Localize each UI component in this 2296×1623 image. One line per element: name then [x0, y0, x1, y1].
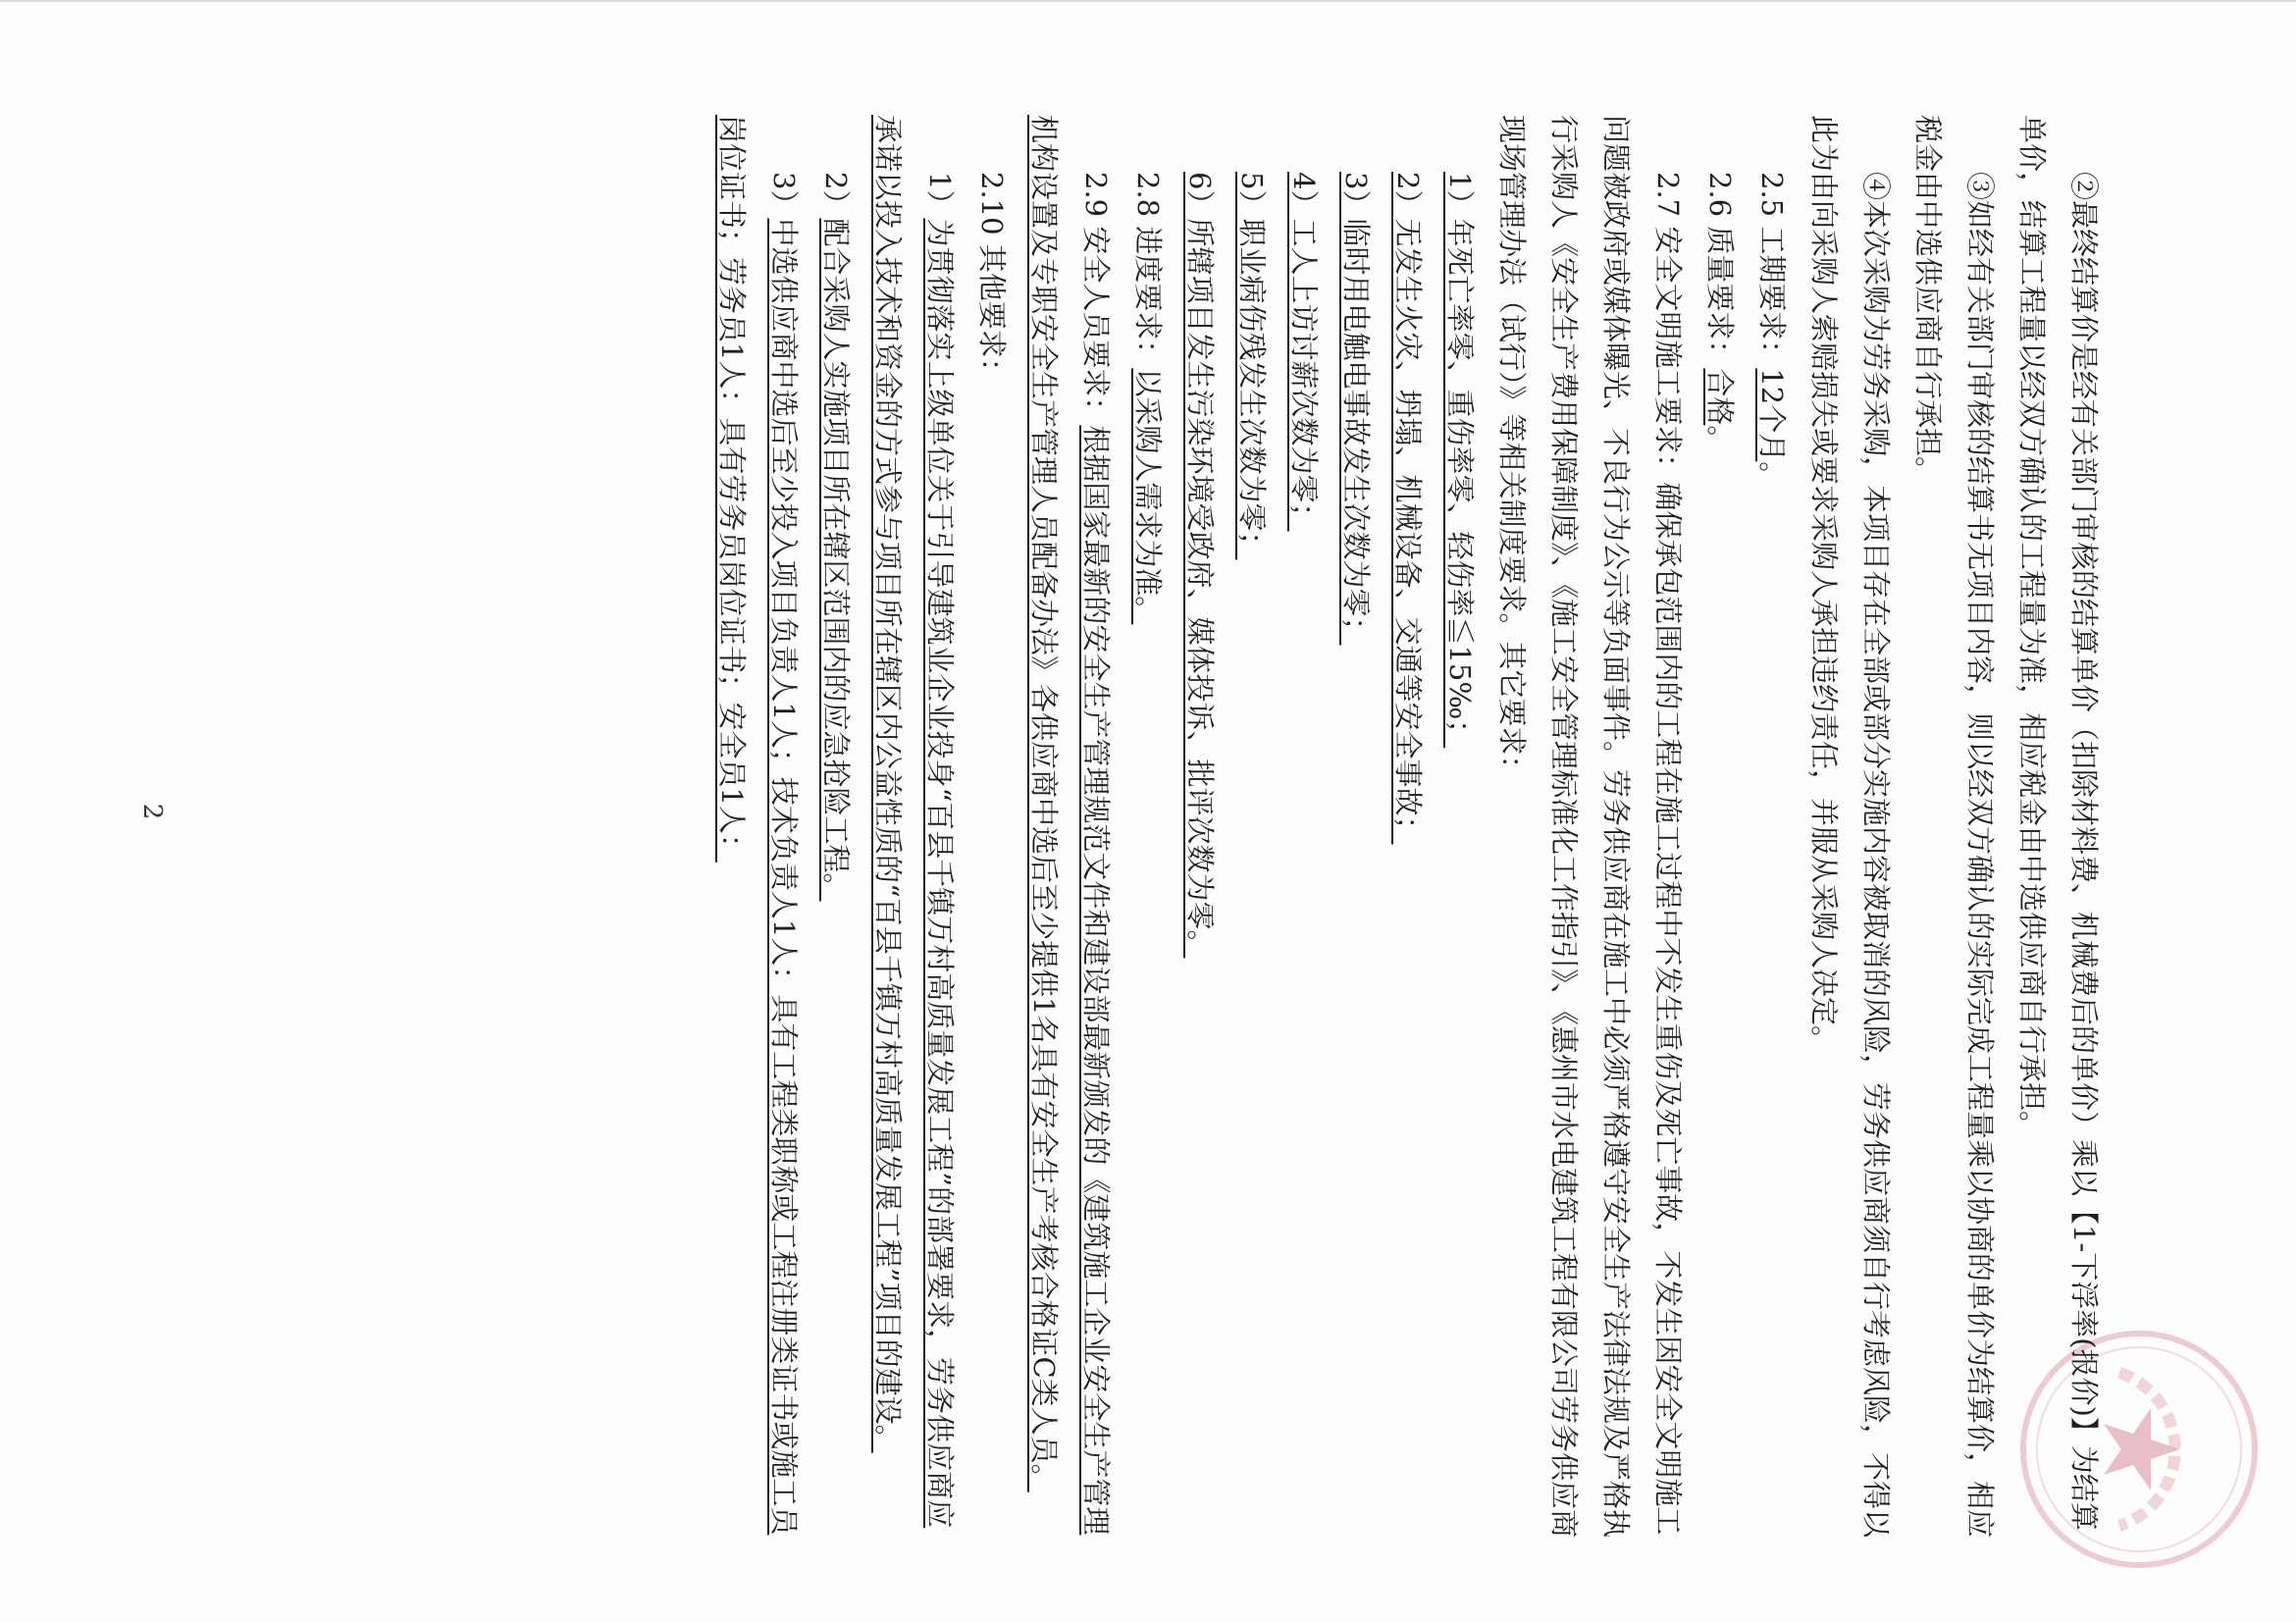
underlined-text-run: 12个月 [1755, 368, 1789, 462]
paragraph-p15 [965, 115, 1018, 1538]
text-run: 2.10 其他要求： [975, 172, 1009, 387]
paragraph-p14 [1018, 115, 1122, 1538]
text-run: ③如经有关部门审核的结算书无项目内容，则以经双方确认的实际完成工程量乘以协商的单价为结算价，相应税金由中选供应商自行承担。 [1911, 115, 1997, 1539]
underlined-text-run: 根据国家最新的安全生产管理规范文件和建设部最新颁发的《建筑施工企业安全生产管理机构设置及专职安全生产管理人员配备办法》各供应商中选后至少提供1名具有安全生产考核合格证C类人员。 [1027, 115, 1113, 1536]
underlined-text-run: 2）无发生火灾、坍塌、机械设备、交通等安全事故； [1391, 172, 1425, 845]
page-number: 2 [137, 803, 167, 820]
paragraph-p5 [1694, 115, 1746, 1538]
text-run: 2.9 安全人员要求： [1079, 172, 1113, 426]
text-run: 3） [767, 172, 801, 219]
rotated-page-content [20, 46, 2276, 1577]
paragraph-p4 [1746, 115, 1798, 1538]
text-run: 。 [1755, 461, 1789, 491]
underlined-text-run: 中选供应商中选后至少投入项目负责人1人；技术负责人1人：具有工程类职称或工程注册类证书或施工员岗位证书；劳务员1人：具有劳务员岗位证书；安全员1人： [715, 115, 801, 1536]
paragraph-p7 [1434, 115, 1486, 1538]
paragraph-p17 [809, 115, 861, 1538]
text-run: 2.5 工期要求： [1755, 172, 1789, 369]
paragraph-p10 [1278, 115, 1330, 1538]
underlined-text-run: 为贯彻落实上级单位关于引导建筑业企业投身“百县千镇万村高质量发展工程”的部署要求，劳务供应商应承诺以投入技术和资金的方式参与项目所在辖区内公益性质的“百县千镇万村高质量发展工程”项目的建设。 [871, 115, 957, 1529]
underlined-text-run: 配合采购人实施项目所在辖区范围内的应急抢险工程。 [819, 218, 853, 902]
text-run: 2.8 进度要求： [1131, 172, 1165, 369]
text-run: 2.7 安全文明施工要求：确保承包范围内的工程在施工过程中不发生重伤及死亡事故，不发生因安全文明施工问题被政府或媒体曝光、不良行为公示等负面事件。劳务供应商在施工中必须严格遵守安全生产法律法规及严格执行采购人《安全生产费用保障制度》、《施工安全管理标准化工作指引》、《惠州市水电建筑工程有限公司劳务供应商现场管理办法（试行）》等相关制度要求。其它要求： [1495, 115, 1685, 1539]
underlined-text-run: 合格 [1703, 368, 1737, 426]
text-run: ②最终结算价是经有关部门审核的结算单价（扣除材料费、机械费后的单价）乘以【1-下浮率(报价)】为结算单价，结算工程量以经双方确认的工程量为准，相应税金由中选供应商自行承担。 [2015, 115, 2101, 1531]
document-body [705, 115, 2110, 1538]
paragraph-p9 [1330, 115, 1382, 1538]
paragraph-p2 [1902, 115, 2006, 1538]
scan-edge [0, 0, 2296, 2]
underlined-text-run: 6）所辖项目发生污染环境受政府、媒体投诉、批评次数为零。 [1183, 172, 1217, 959]
underlined-text-run: 以采购人需求为准。 [1131, 368, 1165, 625]
paragraph-p6 [1486, 115, 1694, 1538]
paragraph-p3 [1798, 115, 1902, 1538]
text-run: 2.6 质量要求： [1703, 172, 1737, 369]
underlined-text-run: 5）职业病伤残发生次数为零； [1235, 172, 1269, 560]
underlined-text-run: 4）工人上访讨薪次数为零； [1287, 172, 1321, 532]
paragraph-p8 [1382, 115, 1434, 1538]
text-run: 。 [1703, 425, 1737, 454]
paragraph-p11 [1226, 115, 1278, 1538]
paragraph-p12 [1174, 115, 1226, 1538]
paragraph-p16 [861, 115, 965, 1538]
underlined-text-run: 1）年死亡率零、重伤率零、轻伤率≦15‰； [1443, 172, 1477, 749]
paragraph-p1 [2006, 115, 2110, 1538]
paragraph-p13 [1122, 115, 1174, 1538]
paragraph-p18 [705, 115, 809, 1538]
text-run: 1） [923, 172, 957, 219]
underlined-text-run: 3）临时用电触电事故发生次数为零； [1339, 172, 1373, 646]
text-run: 2） [819, 172, 853, 219]
text-run: ④本次采购为劳务采购，本项目存在全部或部分实施内容被取消的风险，劳务供应商须自行考虑风险，不得以此为由向采购人索赔损失或要求采购人承担违约责任，并服从采购人决定。 [1807, 115, 1893, 1539]
